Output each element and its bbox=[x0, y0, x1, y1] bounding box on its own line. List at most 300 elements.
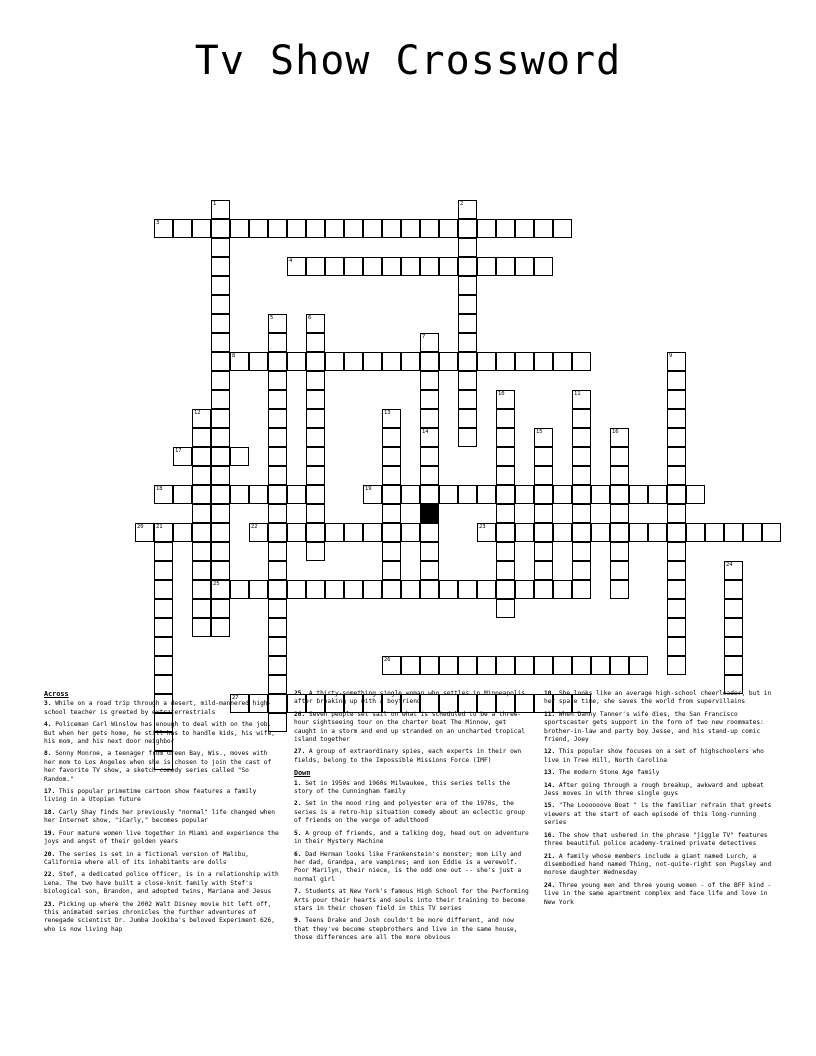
grid-cell[interactable] bbox=[401, 523, 420, 542]
grid-cell[interactable] bbox=[249, 523, 268, 542]
grid-cell[interactable] bbox=[477, 656, 496, 675]
grid-cell[interactable] bbox=[420, 542, 439, 561]
grid-cell[interactable] bbox=[572, 409, 591, 428]
grid-cell[interactable] bbox=[553, 219, 572, 238]
clue-item[interactable] bbox=[544, 769, 780, 777]
clue-item[interactable] bbox=[544, 802, 780, 827]
grid-cell[interactable] bbox=[249, 580, 268, 599]
grid-cell[interactable] bbox=[325, 257, 344, 276]
grid-cell[interactable] bbox=[154, 618, 173, 637]
grid-cell[interactable] bbox=[173, 523, 192, 542]
grid-cell[interactable] bbox=[591, 485, 610, 504]
grid-cell[interactable] bbox=[363, 523, 382, 542]
grid-cell[interactable] bbox=[249, 485, 268, 504]
grid-cell[interactable] bbox=[306, 466, 325, 485]
grid-cell[interactable] bbox=[268, 219, 287, 238]
grid-cell[interactable] bbox=[211, 561, 230, 580]
clue-item[interactable] bbox=[544, 690, 780, 707]
grid-cell[interactable] bbox=[667, 618, 686, 637]
grid-cell[interactable] bbox=[496, 219, 515, 238]
grid-cell[interactable] bbox=[249, 219, 268, 238]
grid-cell[interactable] bbox=[515, 656, 534, 675]
grid-cell[interactable] bbox=[268, 485, 287, 504]
grid-cell[interactable] bbox=[572, 523, 591, 542]
grid-cell[interactable] bbox=[458, 257, 477, 276]
grid-cell[interactable] bbox=[724, 618, 743, 637]
clue-item[interactable] bbox=[544, 882, 780, 907]
grid-cell[interactable] bbox=[667, 485, 686, 504]
grid-cell[interactable] bbox=[268, 618, 287, 637]
grid-cell[interactable] bbox=[496, 656, 515, 675]
grid-cell[interactable] bbox=[306, 257, 325, 276]
grid-cell[interactable] bbox=[439, 580, 458, 599]
grid-cell[interactable] bbox=[306, 580, 325, 599]
grid-cell[interactable] bbox=[268, 333, 287, 352]
grid-cell[interactable] bbox=[515, 485, 534, 504]
grid-cell[interactable] bbox=[420, 219, 439, 238]
grid-cell[interactable] bbox=[648, 485, 667, 504]
grid-cell[interactable] bbox=[496, 523, 515, 542]
clue-item[interactable] bbox=[44, 809, 280, 826]
grid-cell[interactable] bbox=[173, 485, 192, 504]
grid-cell[interactable] bbox=[344, 219, 363, 238]
grid-cell[interactable] bbox=[648, 523, 667, 542]
clue-item[interactable] bbox=[44, 871, 280, 896]
grid-cell[interactable] bbox=[154, 219, 173, 238]
clue-item[interactable] bbox=[44, 830, 280, 847]
clue-item[interactable] bbox=[544, 711, 780, 745]
grid-cell[interactable] bbox=[553, 580, 572, 599]
grid-cell[interactable] bbox=[325, 219, 344, 238]
grid-cell[interactable] bbox=[154, 637, 173, 656]
grid-cell[interactable] bbox=[268, 542, 287, 561]
grid-cell[interactable] bbox=[534, 580, 553, 599]
grid-cell[interactable] bbox=[268, 504, 287, 523]
grid-cell[interactable] bbox=[211, 314, 230, 333]
grid-cell[interactable] bbox=[211, 523, 230, 542]
grid-cell[interactable] bbox=[306, 409, 325, 428]
grid-cell[interactable] bbox=[610, 523, 629, 542]
grid-cell[interactable] bbox=[268, 409, 287, 428]
clue-item[interactable] bbox=[44, 750, 280, 784]
grid-cell[interactable] bbox=[382, 352, 401, 371]
grid-cell[interactable] bbox=[610, 504, 629, 523]
grid-cell[interactable] bbox=[230, 447, 249, 466]
grid-cell[interactable] bbox=[496, 504, 515, 523]
grid-cell[interactable] bbox=[306, 428, 325, 447]
grid-cell[interactable] bbox=[363, 352, 382, 371]
clue-item[interactable] bbox=[294, 800, 530, 825]
grid-cell[interactable] bbox=[173, 447, 192, 466]
grid-cell[interactable] bbox=[534, 466, 553, 485]
grid-cell[interactable] bbox=[496, 390, 515, 409]
grid-cell[interactable] bbox=[401, 580, 420, 599]
grid-cell[interactable] bbox=[477, 219, 496, 238]
grid-cell[interactable] bbox=[534, 561, 553, 580]
grid-cell[interactable] bbox=[420, 390, 439, 409]
grid-cell[interactable] bbox=[591, 523, 610, 542]
grid-cell[interactable] bbox=[306, 371, 325, 390]
grid-cell[interactable] bbox=[667, 523, 686, 542]
grid-cell[interactable] bbox=[496, 352, 515, 371]
grid-cell[interactable] bbox=[458, 276, 477, 295]
grid-cell[interactable] bbox=[610, 485, 629, 504]
grid-cell[interactable] bbox=[230, 219, 249, 238]
grid-cell[interactable] bbox=[192, 580, 211, 599]
grid-cell[interactable] bbox=[553, 656, 572, 675]
grid-cell[interactable] bbox=[667, 656, 686, 675]
grid-cell[interactable] bbox=[591, 656, 610, 675]
grid-cell[interactable] bbox=[534, 656, 553, 675]
grid-cell[interactable] bbox=[268, 371, 287, 390]
grid-cell[interactable] bbox=[610, 466, 629, 485]
grid-cell[interactable] bbox=[496, 599, 515, 618]
grid-cell[interactable] bbox=[667, 428, 686, 447]
grid-cell[interactable] bbox=[667, 542, 686, 561]
grid-cell[interactable] bbox=[534, 219, 553, 238]
grid-cell[interactable] bbox=[268, 599, 287, 618]
grid-cell[interactable] bbox=[363, 580, 382, 599]
grid-cell[interactable] bbox=[211, 580, 230, 599]
grid-cell[interactable] bbox=[667, 580, 686, 599]
grid-cell[interactable] bbox=[477, 580, 496, 599]
grid-cell[interactable] bbox=[249, 352, 268, 371]
grid-cell[interactable] bbox=[211, 200, 230, 219]
grid-cell[interactable] bbox=[458, 409, 477, 428]
grid-cell[interactable] bbox=[667, 352, 686, 371]
grid-cell[interactable] bbox=[534, 257, 553, 276]
grid-cell[interactable] bbox=[458, 333, 477, 352]
grid-cell[interactable] bbox=[306, 523, 325, 542]
grid-cell[interactable] bbox=[401, 352, 420, 371]
grid-cell[interactable] bbox=[667, 371, 686, 390]
grid-cell[interactable] bbox=[420, 580, 439, 599]
grid-cell[interactable] bbox=[268, 637, 287, 656]
grid-cell[interactable] bbox=[401, 485, 420, 504]
grid-cell[interactable] bbox=[572, 447, 591, 466]
grid-cell[interactable] bbox=[382, 257, 401, 276]
grid-cell[interactable] bbox=[458, 428, 477, 447]
grid-cell[interactable] bbox=[192, 219, 211, 238]
grid-cell[interactable] bbox=[306, 542, 325, 561]
grid-cell[interactable] bbox=[268, 656, 287, 675]
grid-cell[interactable] bbox=[268, 447, 287, 466]
grid-cell[interactable] bbox=[420, 485, 439, 504]
grid-cell[interactable] bbox=[553, 523, 572, 542]
clue-item[interactable] bbox=[294, 830, 530, 847]
grid-cell[interactable] bbox=[667, 390, 686, 409]
grid-cell[interactable] bbox=[420, 523, 439, 542]
grid-cell[interactable] bbox=[610, 542, 629, 561]
clue-item[interactable] bbox=[44, 700, 280, 717]
grid-cell[interactable] bbox=[211, 257, 230, 276]
grid-cell[interactable] bbox=[420, 257, 439, 276]
grid-cell[interactable] bbox=[496, 561, 515, 580]
grid-cell[interactable] bbox=[192, 542, 211, 561]
grid-cell[interactable] bbox=[458, 238, 477, 257]
grid-cell[interactable] bbox=[382, 523, 401, 542]
grid-cell[interactable] bbox=[458, 390, 477, 409]
grid-cell[interactable] bbox=[268, 428, 287, 447]
grid-cell[interactable] bbox=[230, 485, 249, 504]
grid-cell[interactable] bbox=[382, 219, 401, 238]
grid-cell[interactable] bbox=[667, 637, 686, 656]
clue-item[interactable] bbox=[294, 917, 530, 942]
grid-cell[interactable] bbox=[534, 447, 553, 466]
grid-cell[interactable] bbox=[154, 580, 173, 599]
grid-cell[interactable] bbox=[268, 561, 287, 580]
grid-cell[interactable] bbox=[382, 485, 401, 504]
grid-cell[interactable] bbox=[572, 390, 591, 409]
grid-cell[interactable] bbox=[363, 257, 382, 276]
grid-cell[interactable] bbox=[420, 466, 439, 485]
grid-cell[interactable] bbox=[534, 352, 553, 371]
grid-cell[interactable] bbox=[572, 580, 591, 599]
grid-cell[interactable] bbox=[192, 599, 211, 618]
grid-cell[interactable] bbox=[268, 466, 287, 485]
grid-cell[interactable] bbox=[211, 542, 230, 561]
clue-item[interactable] bbox=[44, 788, 280, 805]
grid-cell[interactable] bbox=[325, 352, 344, 371]
grid-cell[interactable] bbox=[287, 523, 306, 542]
grid-cell[interactable] bbox=[420, 447, 439, 466]
grid-cell[interactable] bbox=[534, 504, 553, 523]
grid-cell[interactable] bbox=[268, 523, 287, 542]
grid-cell[interactable] bbox=[610, 561, 629, 580]
grid-cell[interactable] bbox=[534, 485, 553, 504]
grid-cell[interactable] bbox=[420, 656, 439, 675]
grid-cell[interactable] bbox=[287, 580, 306, 599]
clue-item[interactable] bbox=[544, 853, 780, 878]
grid-cell[interactable] bbox=[572, 656, 591, 675]
clue-item[interactable] bbox=[544, 748, 780, 765]
grid-cell[interactable] bbox=[154, 656, 173, 675]
grid-cell[interactable] bbox=[211, 447, 230, 466]
grid-cell[interactable] bbox=[306, 314, 325, 333]
grid-cell[interactable] bbox=[496, 447, 515, 466]
grid-cell[interactable] bbox=[363, 485, 382, 504]
grid-cell[interactable] bbox=[306, 333, 325, 352]
grid-cell[interactable] bbox=[496, 485, 515, 504]
grid-cell[interactable] bbox=[572, 485, 591, 504]
grid-cell[interactable] bbox=[211, 219, 230, 238]
grid-cell[interactable] bbox=[192, 466, 211, 485]
clue-item[interactable] bbox=[44, 721, 280, 746]
grid-cell[interactable] bbox=[477, 257, 496, 276]
grid-cell[interactable] bbox=[572, 352, 591, 371]
grid-cell[interactable] bbox=[439, 219, 458, 238]
grid-cell[interactable] bbox=[686, 523, 705, 542]
grid-cell[interactable] bbox=[667, 561, 686, 580]
grid-cell[interactable] bbox=[572, 561, 591, 580]
grid-cell[interactable] bbox=[154, 561, 173, 580]
grid-cell[interactable] bbox=[268, 390, 287, 409]
grid-cell[interactable] bbox=[553, 352, 572, 371]
grid-cell[interactable] bbox=[306, 447, 325, 466]
grid-cell[interactable] bbox=[724, 599, 743, 618]
grid-cell[interactable] bbox=[724, 561, 743, 580]
grid-cell[interactable] bbox=[496, 409, 515, 428]
grid-cell[interactable] bbox=[667, 409, 686, 428]
grid-cell[interactable] bbox=[515, 257, 534, 276]
grid-cell[interactable] bbox=[344, 580, 363, 599]
grid-cell[interactable] bbox=[724, 580, 743, 599]
grid-cell[interactable] bbox=[325, 523, 344, 542]
grid-cell[interactable] bbox=[572, 504, 591, 523]
grid-cell[interactable] bbox=[192, 504, 211, 523]
grid-cell[interactable] bbox=[667, 504, 686, 523]
grid-cell[interactable] bbox=[420, 561, 439, 580]
grid-cell[interactable] bbox=[154, 485, 173, 504]
grid-cell[interactable] bbox=[724, 656, 743, 675]
grid-cell[interactable] bbox=[458, 352, 477, 371]
grid-cell[interactable] bbox=[496, 580, 515, 599]
grid-cell[interactable] bbox=[515, 219, 534, 238]
grid-cell[interactable] bbox=[192, 428, 211, 447]
grid-cell[interactable] bbox=[287, 257, 306, 276]
grid-cell[interactable] bbox=[496, 542, 515, 561]
grid-cell[interactable] bbox=[629, 523, 648, 542]
clue-item[interactable] bbox=[294, 780, 530, 797]
clue-item[interactable] bbox=[44, 851, 280, 868]
grid-cell[interactable] bbox=[382, 561, 401, 580]
grid-cell[interactable] bbox=[667, 599, 686, 618]
grid-cell[interactable] bbox=[306, 504, 325, 523]
grid-cell[interactable] bbox=[477, 352, 496, 371]
grid-cell[interactable] bbox=[382, 428, 401, 447]
grid-cell[interactable] bbox=[458, 580, 477, 599]
grid-cell[interactable] bbox=[211, 352, 230, 371]
grid-cell[interactable] bbox=[401, 257, 420, 276]
clue-item[interactable] bbox=[44, 901, 280, 935]
grid-cell[interactable] bbox=[382, 656, 401, 675]
clue-item[interactable] bbox=[294, 690, 530, 707]
grid-cell[interactable] bbox=[439, 656, 458, 675]
grid-cell[interactable] bbox=[553, 485, 572, 504]
grid-cell[interactable] bbox=[458, 295, 477, 314]
grid-cell[interactable] bbox=[192, 561, 211, 580]
grid-cell[interactable] bbox=[743, 523, 762, 542]
grid-cell[interactable] bbox=[344, 352, 363, 371]
grid-cell[interactable] bbox=[344, 257, 363, 276]
grid-cell[interactable] bbox=[211, 295, 230, 314]
grid-cell[interactable] bbox=[572, 542, 591, 561]
grid-cell[interactable] bbox=[515, 523, 534, 542]
grid-cell[interactable] bbox=[211, 504, 230, 523]
grid-cell[interactable] bbox=[629, 485, 648, 504]
grid-cell[interactable] bbox=[610, 447, 629, 466]
grid-cell[interactable] bbox=[762, 523, 781, 542]
grid-cell[interactable] bbox=[667, 466, 686, 485]
grid-cell[interactable] bbox=[496, 466, 515, 485]
grid-cell[interactable] bbox=[382, 447, 401, 466]
grid-cell[interactable] bbox=[382, 466, 401, 485]
clue-item[interactable] bbox=[544, 832, 780, 849]
grid-cell[interactable] bbox=[534, 428, 553, 447]
grid-cell[interactable] bbox=[211, 333, 230, 352]
grid-cell[interactable] bbox=[686, 485, 705, 504]
grid-cell[interactable] bbox=[363, 219, 382, 238]
grid-cell[interactable] bbox=[458, 485, 477, 504]
grid-cell[interactable] bbox=[496, 428, 515, 447]
grid-cell[interactable] bbox=[173, 219, 192, 238]
grid-cell[interactable] bbox=[192, 485, 211, 504]
clue-item[interactable] bbox=[294, 748, 530, 765]
grid-cell[interactable] bbox=[458, 314, 477, 333]
grid-cell[interactable] bbox=[211, 390, 230, 409]
grid-cell[interactable] bbox=[420, 428, 439, 447]
grid-cell[interactable] bbox=[154, 523, 173, 542]
grid-cell[interactable] bbox=[610, 656, 629, 675]
grid-cell[interactable] bbox=[135, 523, 154, 542]
grid-cell[interactable] bbox=[192, 409, 211, 428]
grid-cell[interactable] bbox=[572, 428, 591, 447]
grid-cell[interactable] bbox=[154, 542, 173, 561]
grid-cell[interactable] bbox=[211, 409, 230, 428]
grid-cell[interactable] bbox=[534, 542, 553, 561]
grid-cell[interactable] bbox=[534, 523, 553, 542]
grid-cell[interactable] bbox=[287, 352, 306, 371]
clue-item[interactable] bbox=[294, 711, 530, 745]
grid-cell[interactable] bbox=[306, 390, 325, 409]
grid-cell[interactable] bbox=[420, 409, 439, 428]
grid-cell[interactable] bbox=[458, 200, 477, 219]
grid-cell[interactable] bbox=[287, 219, 306, 238]
grid-cell[interactable] bbox=[154, 599, 173, 618]
grid-cell[interactable] bbox=[230, 352, 249, 371]
grid-cell[interactable] bbox=[420, 333, 439, 352]
grid-cell[interactable] bbox=[211, 371, 230, 390]
grid-cell[interactable] bbox=[610, 428, 629, 447]
grid-cell[interactable] bbox=[211, 599, 230, 618]
grid-cell[interactable] bbox=[382, 504, 401, 523]
grid-cell[interactable] bbox=[420, 371, 439, 390]
grid-cell[interactable] bbox=[515, 580, 534, 599]
grid-cell[interactable] bbox=[211, 466, 230, 485]
grid-cell[interactable] bbox=[401, 219, 420, 238]
grid-cell[interactable] bbox=[458, 219, 477, 238]
grid-cell[interactable] bbox=[287, 485, 306, 504]
grid-cell[interactable] bbox=[230, 580, 249, 599]
clue-item[interactable] bbox=[544, 782, 780, 799]
grid-cell[interactable] bbox=[192, 447, 211, 466]
grid-cell[interactable] bbox=[610, 580, 629, 599]
grid-cell[interactable] bbox=[382, 409, 401, 428]
grid-cell[interactable] bbox=[192, 618, 211, 637]
grid-cell[interactable] bbox=[211, 276, 230, 295]
grid-cell[interactable] bbox=[306, 219, 325, 238]
grid-cell[interactable] bbox=[211, 238, 230, 257]
grid-cell[interactable] bbox=[306, 485, 325, 504]
grid-cell[interactable] bbox=[401, 656, 420, 675]
grid-cell[interactable] bbox=[439, 352, 458, 371]
grid-cell[interactable] bbox=[458, 656, 477, 675]
grid-cell[interactable] bbox=[382, 542, 401, 561]
grid-cell[interactable] bbox=[496, 257, 515, 276]
clue-item[interactable] bbox=[294, 888, 530, 913]
grid-cell[interactable] bbox=[306, 352, 325, 371]
grid-cell[interactable] bbox=[211, 485, 230, 504]
grid-cell[interactable] bbox=[439, 257, 458, 276]
grid-cell[interactable] bbox=[515, 352, 534, 371]
grid-cell[interactable] bbox=[268, 314, 287, 333]
grid-cell[interactable] bbox=[382, 580, 401, 599]
grid-cell[interactable] bbox=[458, 371, 477, 390]
grid-cell[interactable] bbox=[344, 523, 363, 542]
grid-cell[interactable] bbox=[667, 447, 686, 466]
grid-cell[interactable] bbox=[420, 352, 439, 371]
grid-cell[interactable] bbox=[705, 523, 724, 542]
